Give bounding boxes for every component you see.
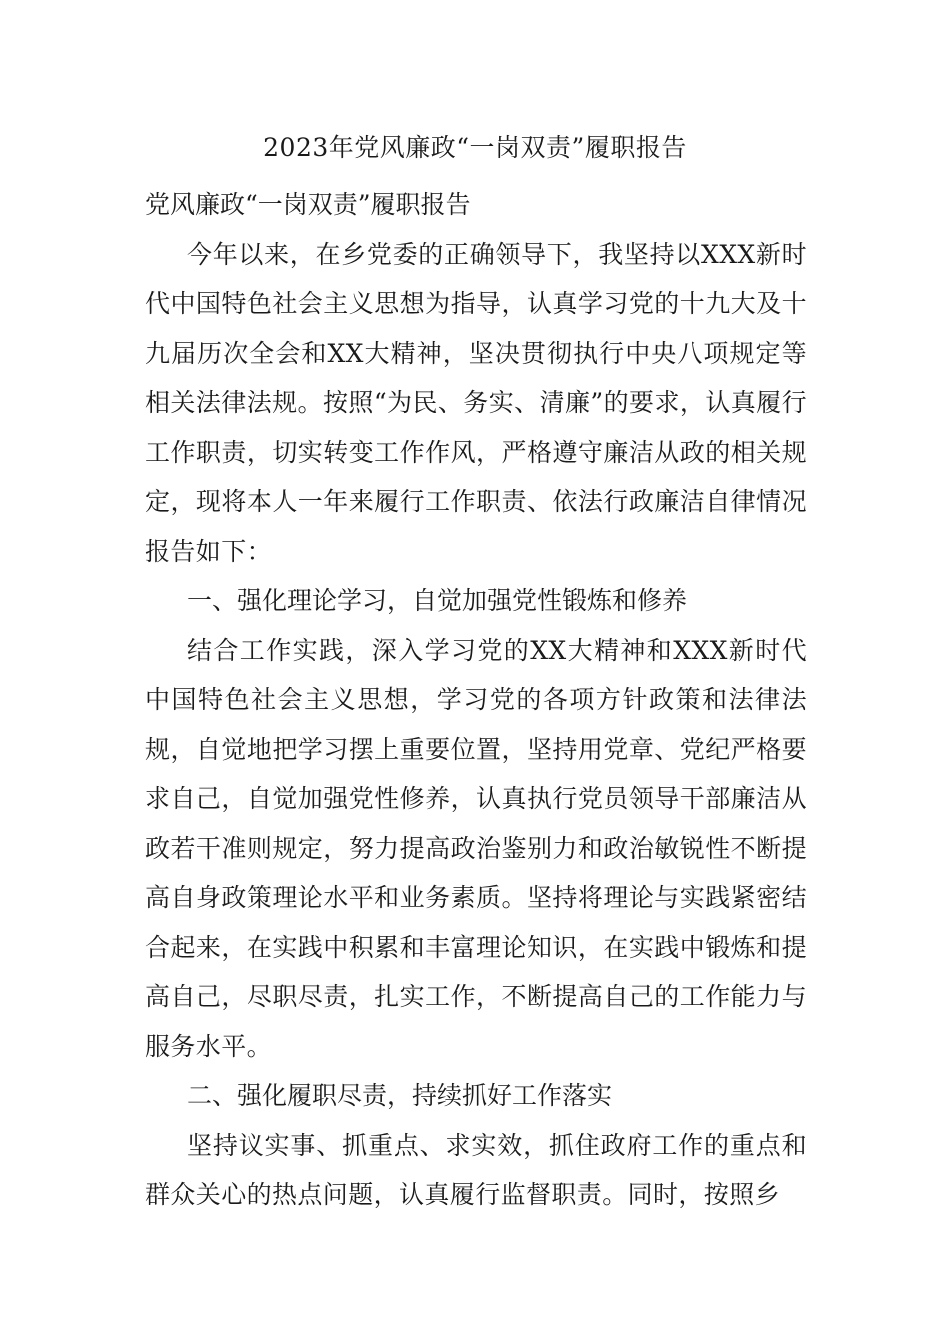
section-body-2: 坚持议实事、抓重点、求实效，抓住政府工作的重点和群众关心的热点问题，认真履行监督职责。同时，按照乡 bbox=[145, 1130, 807, 1209]
section-heading-1: 一、强化理论学习，自觉加强党性锻炼和修养 bbox=[187, 586, 688, 615]
document-body bbox=[145, 180, 807, 1220]
document-title: 2023年党风廉政“一岗双责”履职报告 bbox=[263, 133, 687, 162]
section-body-1: 结合工作实践，深入学习党的XX大精神和XXX新时代中国特色社会主义思想，学习党的各项方针政策和法律法规，自觉地把学习摆上重要位置，坚持用党章、党纪严格要求自己，自觉加强党性修养，认真执行党员领导干部廉洁从政若干准则规定，努力提高政治鉴别力和政治敏锐性不断提高自身政策理论水平和业务素质。坚持将理论与实践紧密结合起来，在实践中积累和丰富理论知识，在实践中锻炼和提高自己，尽职尽责，扎实工作，不断提高自己的工作能力与服务水平。 bbox=[145, 635, 807, 1061]
intro-paragraph: 今年以来，在乡党委的正确领导下，我坚持以XXX新时代中国特色社会主义思想为指导，认真学习党的十九大及十九届历次全会和XX大精神，坚决贯彻执行中央八项规定等相关法律法规。按照“为民、务实、清廉”的要求，认真履行工作职责，切实转变工作作风，严格遵守廉洁从政的相关规定，现将本人一年来履行工作职责、依法行政廉洁自律情况报告如下： bbox=[145, 239, 807, 566]
section-heading-2: 二、强化履职尽责，持续抓好工作落实 bbox=[187, 1081, 613, 1110]
document-subtitle: 党风廉政“一岗双责”履职报告 bbox=[145, 190, 471, 219]
